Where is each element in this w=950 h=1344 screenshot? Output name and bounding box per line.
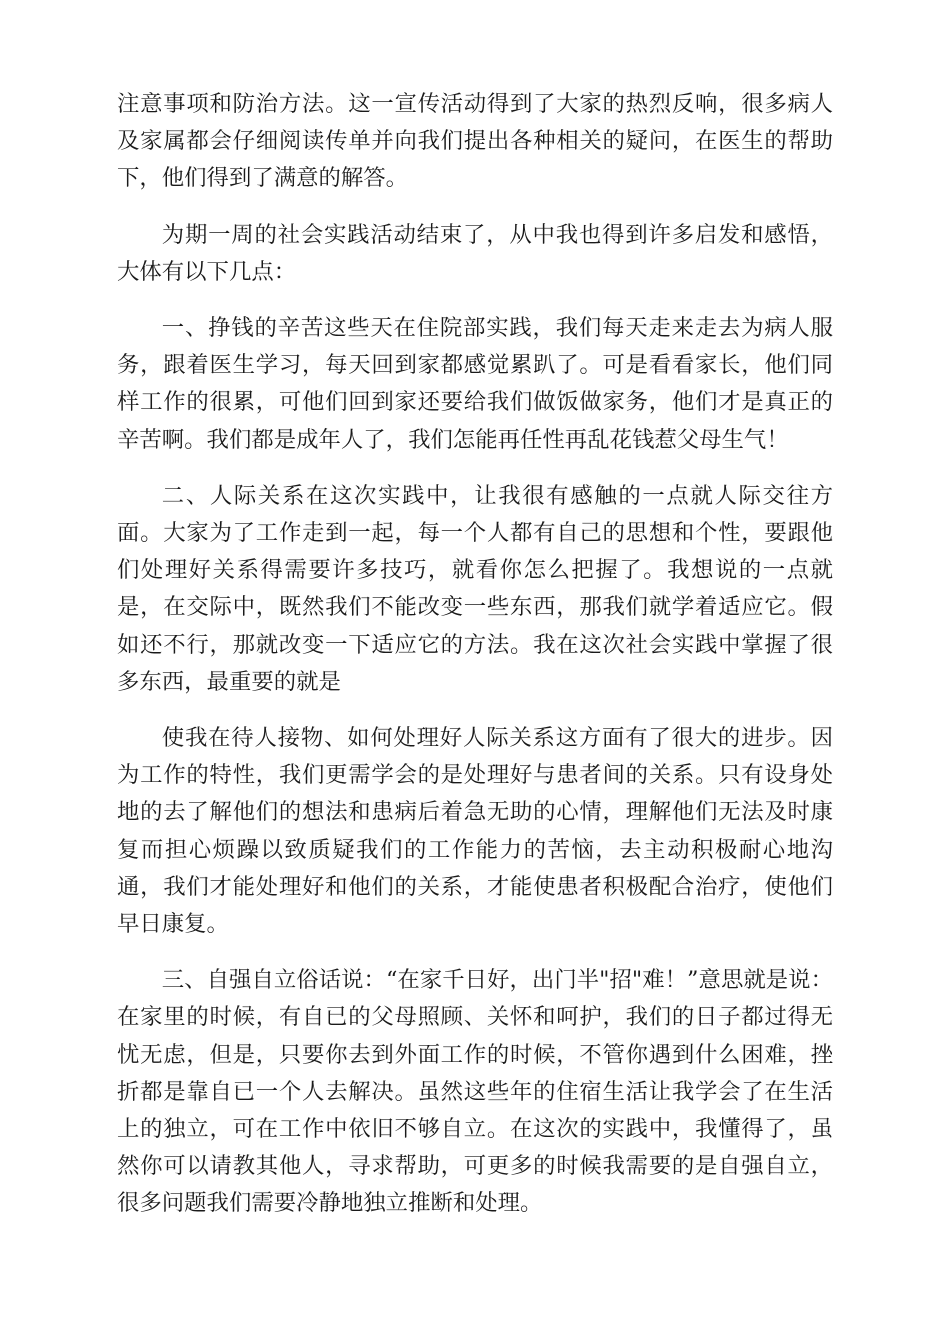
paragraph-point-two: 二、人际关系在这次实践中，让我很有感触的一点就人际交往方面。大家为了工作走到一起，每一个人都有自己的思想和个性，要跟他们处理好关系得需要许多技巧，就看你怎么把握了。我想说的一点就是，在交际中，既然我们不能改变一些东西，那我们就学着适应它。假如还不行，那就改变一下适应它的方法。我在这次社会实践中掌握了很多东西，最重要的就是 xyxy=(117,482,833,695)
paragraph-continuation: 注意事项和防治方法。这一宣传活动得到了大家的热烈反响，很多病人及家属都会仔细阅读传单并向我们提出各种相关的疑问，在医生的帮助下，他们得到了满意的解答。 xyxy=(117,91,833,192)
paragraph-point-one: 一、挣钱的辛苦这些天在住院部实践，我们每天走来走去为病人服务，跟着医生学习，每天回到家都感觉累趴了。可是看看家长，他们同样工作的很累，可他们回到家还要给我们做饭做家务，他们才是真正的辛苦啊。我们都是成年人了，我们怎能再任性再乱花钱惹父母生气！ xyxy=(117,315,833,453)
document-page xyxy=(117,86,833,1242)
paragraph-point-three: 三、自强自立俗话说：“在家千日好，出门半"招"难！”意思就是说：在家里的时候，有自已的父母照顾、关怀和呵护，我们的日子都过得无忧无虑，但是，只要你去到外面工作的时候，不管你遇到什么困难，挫折都是靠自已一个人去解决。虽然这些年的住宿生活让我学会了在生活上的独立，可在工作中依旧不够自立。在这次的实践中，我懂得了，虽然你可以请教其他人，寻求帮助，可更多的时候我需要的是自强自立，很多问题我们需要冷静地独立推断和处理。 xyxy=(117,967,833,1217)
paragraph-point-two-continued: 使我在待人接物、如何处理好人际关系这方面有了很大的进步。因为工作的特性，我们更需学会的是处理好与患者间的关系。只有设身处地的去了解他们的想法和患病后着急无助的心情，理解他们无法及时康复而担心烦躁以致质疑我们的工作能力的苦恼，去主动积极耐心地沟通，我们才能处理好和他们的关系，才能使患者积极配合治疗，使他们早日康复。 xyxy=(117,725,833,938)
paragraph-summary-intro: 为期一周的社会实践活动结束了，从中我也得到许多启发和感悟，大体有以下几点： xyxy=(117,221,833,285)
